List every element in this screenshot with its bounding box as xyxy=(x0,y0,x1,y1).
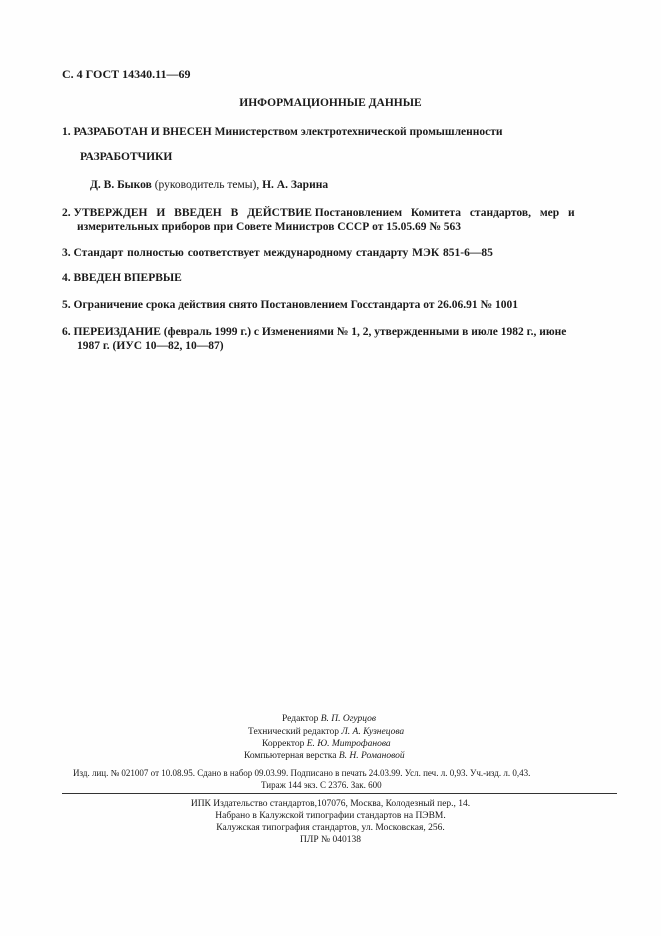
credit-tech-editor xyxy=(248,727,404,737)
developer-name: Н. А. Зарина xyxy=(262,179,329,191)
item-label: РАЗРАБОТАН И ВНЕСЕН xyxy=(73,126,212,138)
credit-name: Л. А. Кузнецова xyxy=(341,727,405,737)
item-number: 3. xyxy=(62,247,71,259)
credit-label: Редактор xyxy=(282,714,319,724)
credit-name: Е. Ю. Митрофанова xyxy=(306,739,391,749)
developers-list xyxy=(90,179,328,191)
credit-editor xyxy=(282,714,376,724)
footer-line-4: ПЛР № 040138 xyxy=(300,835,361,845)
item-number: 6. xyxy=(62,326,71,338)
info-item-3 xyxy=(62,246,493,261)
footer-line-2: Набрано в Калужской типографии стандартов на ПЭВМ. xyxy=(215,811,446,821)
item-number: 4. xyxy=(62,272,71,284)
credit-label: Технический редактор xyxy=(248,727,339,737)
footer-line-1: ИПК Издательство стандартов,107076, Москва, Колодезный пер., 14. xyxy=(190,799,471,809)
item-text: Стандарт полностью соответствует международному стандарту МЭК 851-6—85 xyxy=(73,247,493,259)
info-item-6-cont xyxy=(77,339,224,354)
info-item-4 xyxy=(62,271,182,286)
credit-name: В. Н. Романовой xyxy=(338,751,405,761)
publishing-details: Изд. лиц. № 021007 от 10.08.95. Сдано в набор 09.03.99. Подписано в печать 24.03.99. Усл. печ. л. 0,93. Уч.-изд. л. 0,43. xyxy=(73,768,531,778)
info-item-5 xyxy=(62,298,518,313)
credit-layout xyxy=(244,751,405,761)
credit-label: Корректор xyxy=(262,739,305,749)
footer-divider xyxy=(62,793,617,794)
item-text: Ограничение срока действия снято Постановлением Госстандарта от 26.06.91 № 1001 xyxy=(73,299,518,311)
info-item-1 xyxy=(62,125,503,140)
developer-name: Д. В. Быков xyxy=(90,179,152,191)
credit-label: Компьютерная верстка xyxy=(244,751,337,761)
developer-role: (руководитель темы), xyxy=(154,179,260,191)
item-number: 1. xyxy=(62,126,71,138)
item-text: Министерством электротехнической промышленности xyxy=(214,126,503,138)
section-title: ИНФОРМАЦИОННЫЕ ДАННЫЕ xyxy=(239,97,422,109)
info-item-2-cont xyxy=(77,220,461,235)
page-header: С. 4 ГОСТ 14340.11—69 xyxy=(62,67,191,81)
footer-line-3: Калужская типография стандартов, ул. Московская, 256. xyxy=(216,823,445,833)
info-item-2 xyxy=(62,206,575,221)
developers-heading: РАЗРАБОТЧИКИ xyxy=(80,151,173,163)
info-item-6 xyxy=(62,325,566,340)
item-text-cont: измерительных приборов при Совете Министров СССР от 15.05.69 № 563 xyxy=(77,221,462,233)
item-text: (февраль 1999 г.) с Изменениями № 1, 2, утвержденными в июле 1982 г., июне xyxy=(163,326,567,338)
item-label: ВВЕДЕН ВПЕРВЫЕ xyxy=(73,272,182,284)
item-label: ПЕРЕИЗДАНИЕ xyxy=(73,326,161,338)
item-label: УТВЕРЖДЕН И ВВЕДЕН В ДЕЙСТВИЕ xyxy=(73,207,312,219)
item-text-cont: 1987 г. (ИУС 10—82, 10—87) xyxy=(77,340,224,352)
print-run: Тираж 144 экз. С 2376. Зак. 600 xyxy=(261,780,382,790)
item-number: 5. xyxy=(62,299,71,311)
credit-name: В. П. Огурцов xyxy=(320,714,377,724)
item-number: 2. xyxy=(62,207,71,219)
credit-corrector xyxy=(262,739,391,749)
item-text: Постановлением Комитета стандартов, мер и xyxy=(314,207,575,219)
